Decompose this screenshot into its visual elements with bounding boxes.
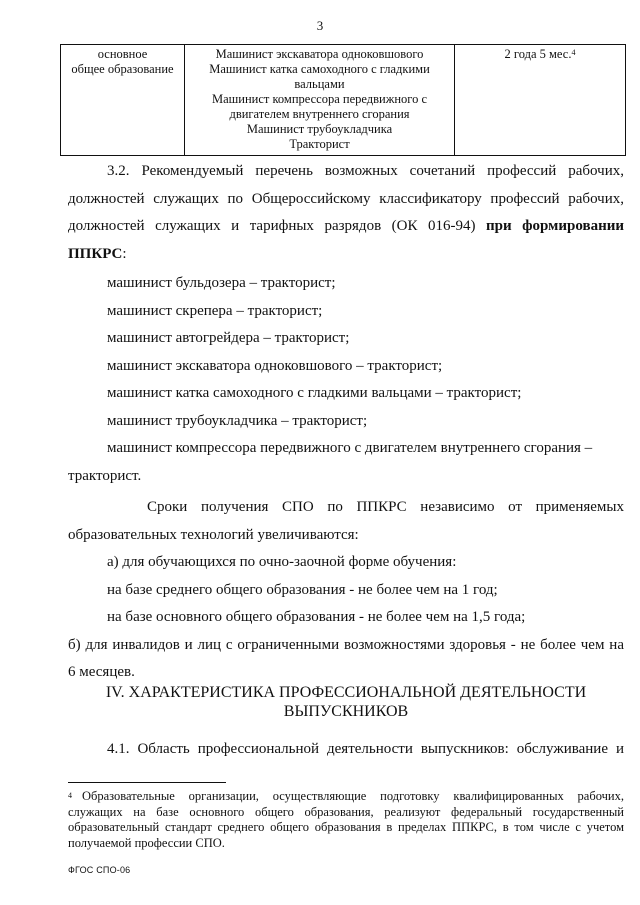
profession-line: Машинист катка самоходного с гладкими: [209, 62, 430, 76]
footnote-text: Образовательные организации, осуществляющие подготовку квалифицированных рабочих, служащих на базе основного общего образования, реализуют федеральный государственный образовательный стандарт среднего общего образования в пределах ППКРС, в том числе с учетом получаемой профессии СПО.: [68, 789, 624, 850]
paragraph-text: должностей служащих и тарифных разрядов (ОК 016-94): [68, 218, 476, 234]
bold-text: при формировании: [486, 218, 625, 234]
term-value: 2 года 5 мес.: [504, 47, 572, 61]
paragraph-line: должностей служащих по Общероссийскому классификатору профессий рабочих,: [68, 190, 624, 207]
list-item: машинист трубоукладчика – тракторист;: [107, 412, 368, 429]
list-item-continuation: тракторист.: [68, 467, 142, 484]
profession-line: Машинист экскаватора одноковшового: [215, 47, 424, 61]
education-level-line: общее образование: [71, 62, 174, 76]
education-level-line: основное: [97, 47, 148, 61]
section-3-2: [68, 158, 624, 687]
list-item: машинист компрессора передвижного с двигателем внутреннего сгорания –: [107, 440, 593, 456]
list-item: а) для обучающихся по очно-заочной форме обучения:: [107, 554, 457, 570]
colon: :: [122, 245, 127, 262]
section-4-heading: [68, 683, 624, 721]
page-number: 3: [316, 18, 324, 33]
footnote-divider: [68, 782, 226, 783]
footnote-mark: 4: [68, 791, 72, 800]
bold-text: ППКРС: [68, 245, 123, 262]
professions-table: [60, 44, 626, 156]
list-item: машинист бульдозера – тракторист;: [107, 275, 336, 291]
list-item: б) для инвалидов и лиц с ограниченными возможностями здоровья - не более чем на: [68, 636, 624, 653]
professions-cell: [185, 45, 455, 156]
footnote-reference: 4: [571, 48, 576, 57]
list-item: на базе среднего общего образования - не более чем на 1 год;: [107, 581, 498, 598]
paragraph-line: [68, 241, 624, 269]
list-item: машинист катка самоходного с гладкими вальцами – тракторист;: [107, 385, 522, 401]
term-cell: [455, 45, 626, 156]
profession-line: двигателем внутреннего сгорания: [229, 107, 410, 121]
table-row: [61, 45, 626, 156]
list-item: машинист скрепера – тракторист;: [107, 302, 323, 319]
document-code: ФГОС СПО-06: [68, 865, 131, 875]
heading-line: ВЫПУСКНИКОВ: [283, 703, 409, 720]
paragraph-line: 4.1. Область профессиональной деятельности выпускников: обслуживание и: [107, 741, 624, 757]
paragraph-line: 3.2. Рекомендуемый перечень возможных сочетаний профессий рабочих,: [107, 163, 624, 179]
education-level-cell: [61, 45, 185, 156]
profession-line: Машинист трубоукладчика: [246, 122, 393, 136]
paragraph-line: [68, 213, 624, 241]
profession-line: Машинист компрессора передвижного с: [211, 92, 428, 106]
list-item: машинист автогрейдера – тракторист;: [107, 330, 350, 346]
profession-line: вальцами: [294, 77, 345, 91]
list-item-continuation: 6 месяцев.: [68, 664, 135, 680]
profession-line: Тракторист: [289, 137, 350, 151]
heading-line: IV. ХАРАКТЕРИСТИКА ПРОФЕССИОНАЛЬНОЙ ДЕЯТЕЛЬНОСТИ: [105, 684, 587, 701]
footnote: [68, 789, 624, 851]
paragraph-line: Сроки получения СПО по ППКРС независимо от применяемых: [147, 499, 624, 515]
section-4-1: [68, 736, 624, 764]
list-item: на базе основного общего образования - не более чем на 1,5 года;: [107, 609, 526, 625]
list-item: машинист экскаватора одноковшового – тракторист;: [107, 357, 443, 374]
paragraph-line: образовательных технологий увеличиваются:: [68, 526, 359, 543]
